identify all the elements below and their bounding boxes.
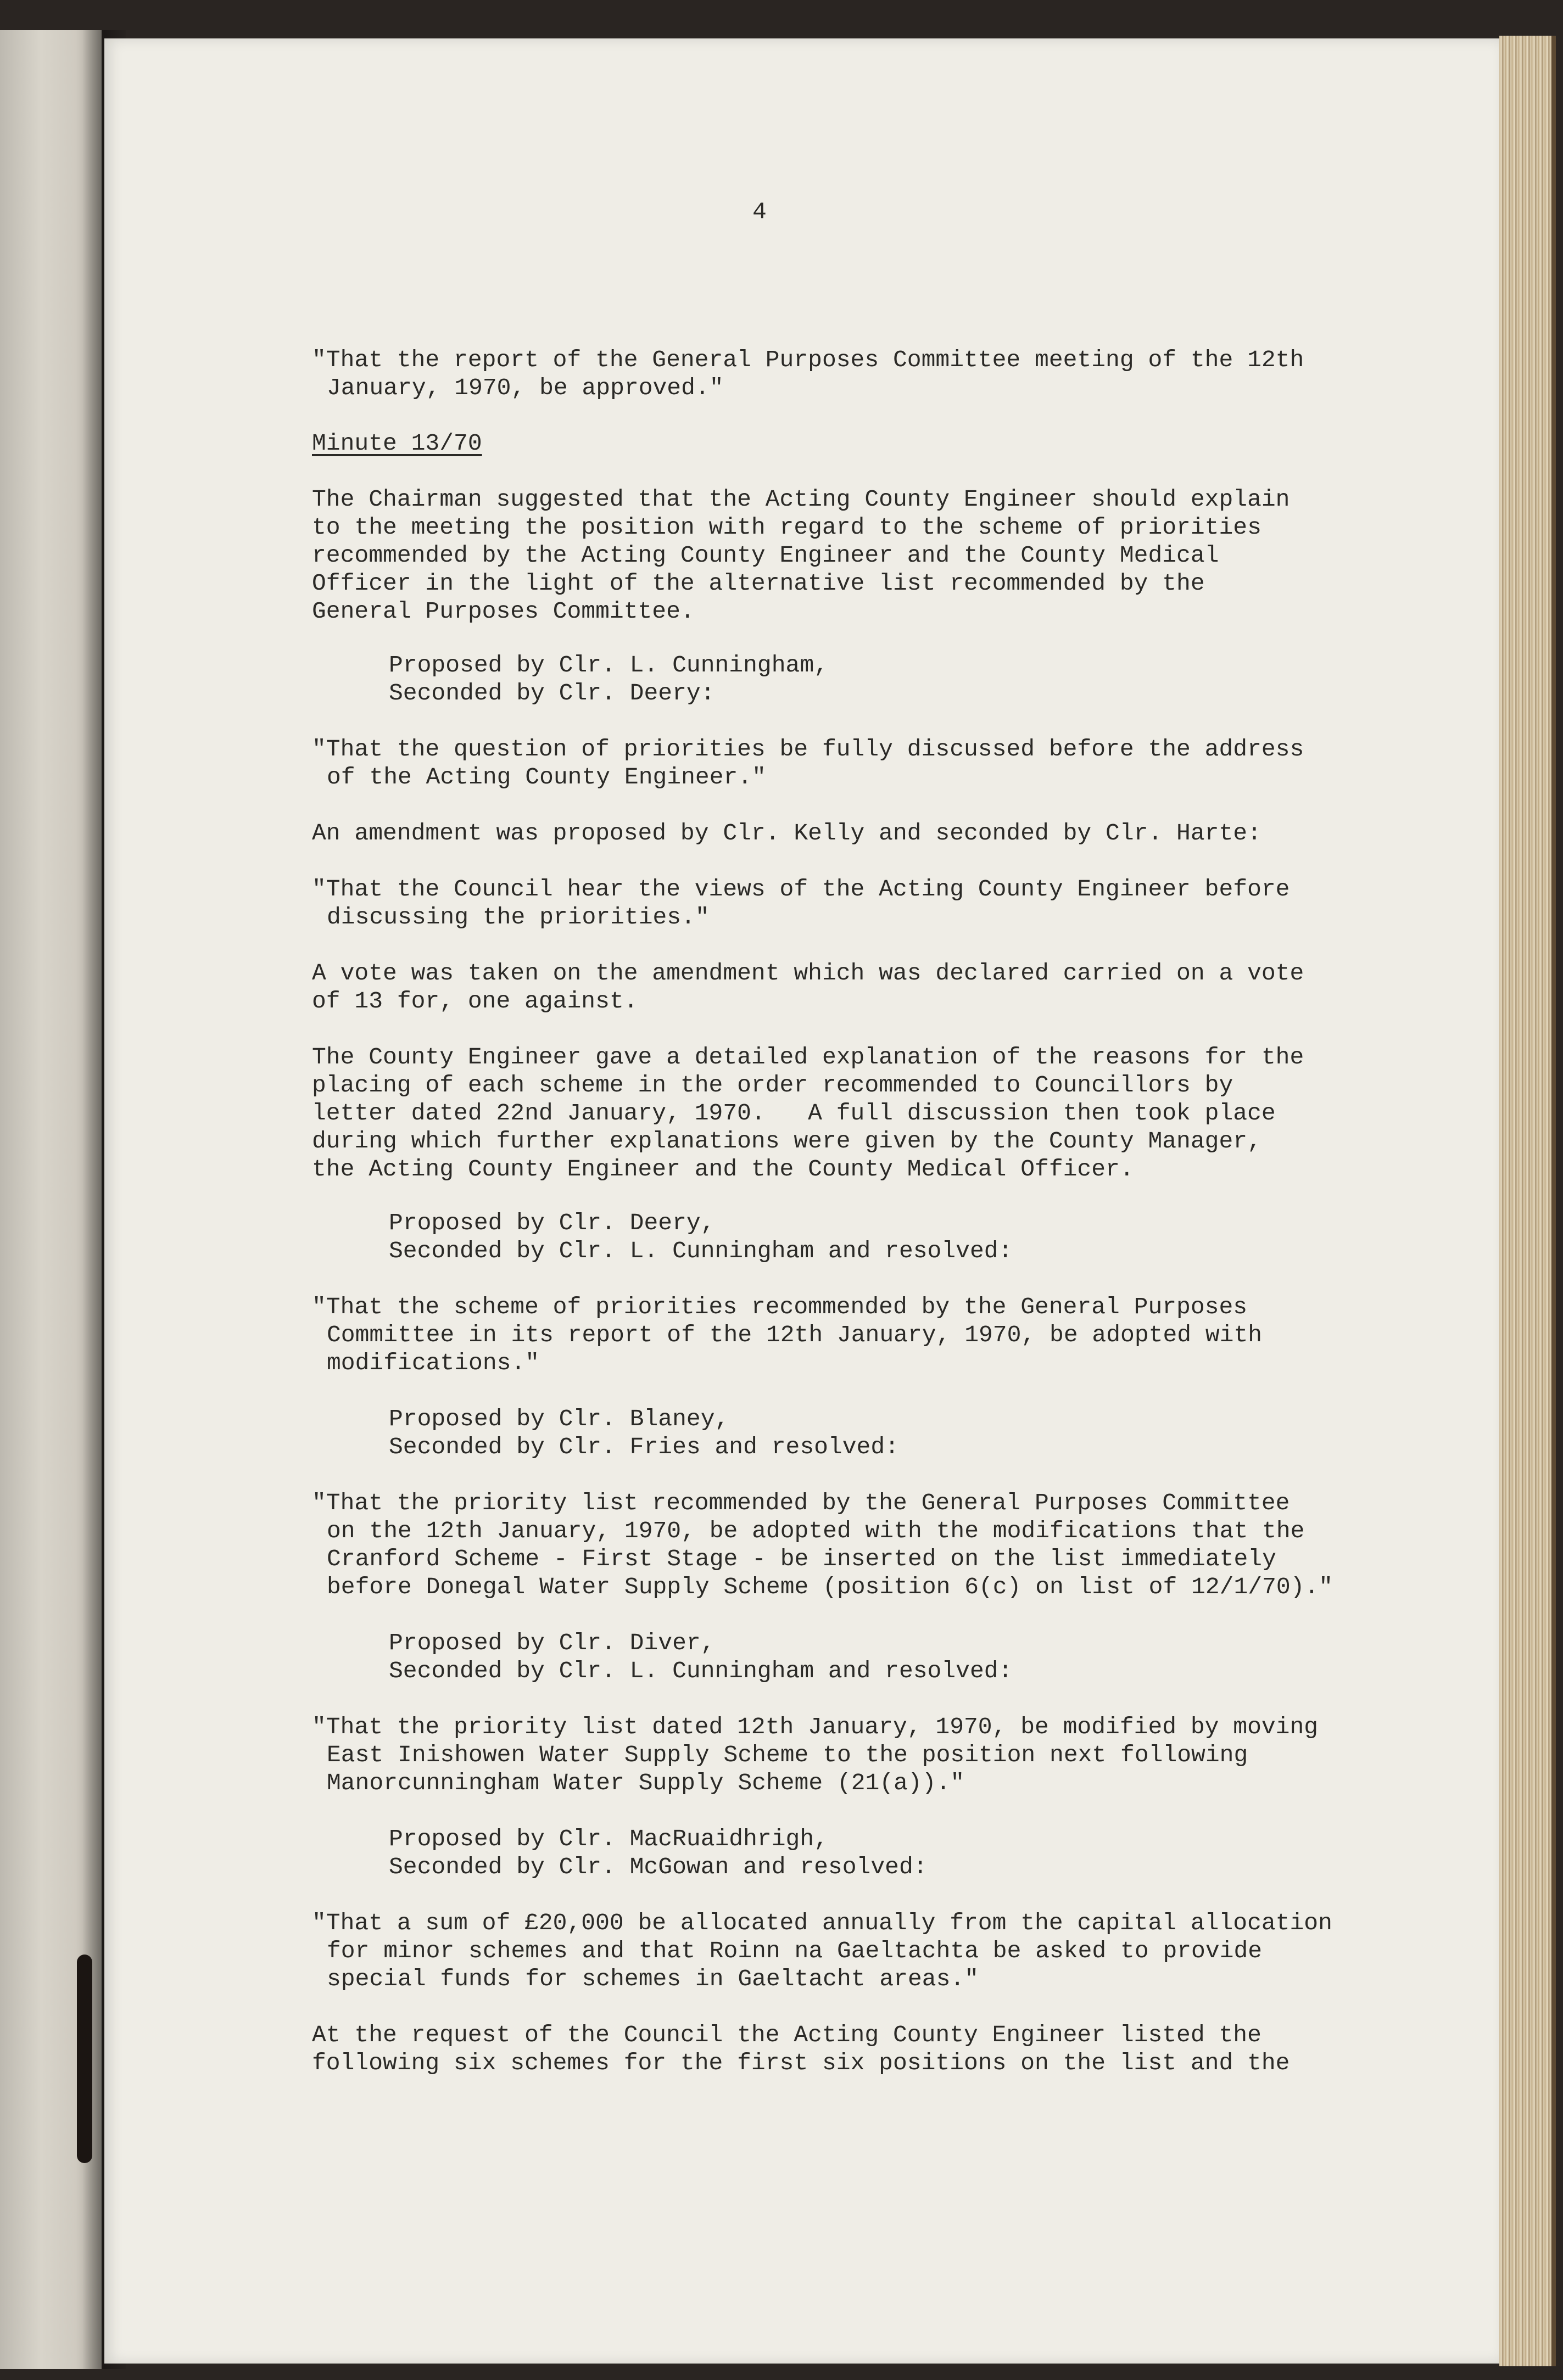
res-minor-schemes-line: "That a sum of £20,000 be allocated annually from the capital allocation [312, 1909, 1332, 1936]
para-chairman-line: General Purposes Committee. [312, 598, 695, 625]
para-six-schemes-line: At the request of the Council the Acting County Engineer listed the [312, 2021, 1261, 2048]
proposal-1-line: Proposed by Clr. L. Cunningham, [389, 652, 828, 679]
res-cranford-cont-line: before Donegal Water Supply Scheme (position 6(c) on list of 12/1/70)." [327, 1573, 1333, 1600]
para-vote-line: A vote was taken on the amendment which was declared carried on a vote [312, 960, 1304, 987]
proposal-5-line: Seconded by Clr. McGowan and resolved: [389, 1853, 928, 1880]
res-amendment-cont-line: discussing the priorities." [327, 904, 710, 931]
typed-text [104, 38, 1499, 2364]
res-inishowen-cont-line: Manorcunningham Water Supply Scheme (21(a))." [327, 1769, 965, 1796]
res-cranford-cont-line: on the 12th January, 1970, be adopted with the modifications that the [327, 1517, 1305, 1544]
proposal-2-line: Seconded by Clr. L. Cunningham and resolved: [389, 1237, 1013, 1264]
para-amendment-line: An amendment was proposed by Clr. Kelly and seconded by Clr. Harte: [312, 820, 1261, 847]
para-explanation-line: letter dated 22nd January, 1970. A full discussion then took place [312, 1100, 1276, 1127]
res-priorities-1-cont-line: of the Acting County Engineer." [327, 764, 766, 791]
para-chairman-line: recommended by the Acting County Engineer and the County Medical [312, 542, 1219, 569]
para-chairman-line: to the meeting the position with regard to the scheme of priorities [312, 514, 1261, 541]
para-explanation-line: the Acting County Engineer and the County Medical Officer. [312, 1156, 1134, 1183]
proposal-3-line: Seconded by Clr. Fries and resolved: [389, 1433, 899, 1460]
res-scheme-adopted-cont-line: Committee in its report of the 12th January, 1970, be adopted with [327, 1321, 1263, 1348]
res-inishowen-line: "That the priority list dated 12th January, 1970, be modified by moving [312, 1713, 1319, 1740]
document-page [104, 38, 1499, 2364]
para-vote-line: of 13 for, one against. [312, 988, 638, 1015]
res-cranford-cont-line: Cranford Scheme - First Stage - be inserted on the list immediately [327, 1545, 1276, 1572]
para-chairman-line: The Chairman suggested that the Acting County Engineer should explain [312, 486, 1290, 513]
para-explanation-line: The County Engineer gave a detailed explanation of the reasons for the [312, 1044, 1304, 1071]
proposal-2-line: Proposed by Clr. Deery, [389, 1209, 715, 1236]
res-inishowen-cont-line: East Inishowen Water Supply Scheme to the position next following [327, 1741, 1248, 1768]
binding-shadow [77, 1955, 92, 2163]
page-stack-edge [1499, 36, 1556, 2366]
page-number: 4 [752, 198, 767, 225]
para-chairman-line: Officer in the light of the alternative list recommended by the [312, 570, 1205, 597]
res-report-approved-cont-line: January, 1970, be approved." [327, 374, 724, 401]
res-amendment-line: "That the Council hear the views of the Acting County Engineer before [312, 876, 1290, 903]
res-report-approved-line: "That the report of the General Purposes Committee meeting of the 12th [312, 346, 1304, 373]
res-minor-schemes-cont-line: for minor schemes and that Roinn na Gaeltachta be asked to provide [327, 1937, 1263, 1964]
res-scheme-adopted-line: "That the scheme of priorities recommended by the General Purposes [312, 1293, 1248, 1320]
para-six-schemes-line: following six schemes for the first six positions on the list and the [312, 2049, 1290, 2076]
proposal-3-line: Proposed by Clr. Blaney, [389, 1405, 729, 1432]
proposal-5-line: Proposed by Clr. MacRuaidhrigh, [389, 1825, 828, 1852]
para-explanation-line: during which further explanations were given by the County Manager, [312, 1128, 1261, 1155]
proposal-4-line: Proposed by Clr. Diver, [389, 1629, 715, 1656]
proposal-4-line: Seconded by Clr. L. Cunningham and resolved: [389, 1657, 1013, 1684]
res-cranford-line: "That the priority list recommended by the General Purposes Committee [312, 1489, 1290, 1516]
res-scheme-adopted-cont-line: modifications." [327, 1349, 540, 1376]
para-explanation-line: placing of each scheme in the order recommended to Councillors by [312, 1072, 1233, 1099]
res-priorities-1-line: "That the question of priorities be fully discussed before the address [312, 736, 1304, 763]
minute-heading-line: Minute 13/70 [312, 430, 482, 457]
res-minor-schemes-cont-line: special funds for schemes in Gaeltacht areas." [327, 1965, 979, 1992]
proposal-1-line: Seconded by Clr. Deery: [389, 680, 715, 707]
